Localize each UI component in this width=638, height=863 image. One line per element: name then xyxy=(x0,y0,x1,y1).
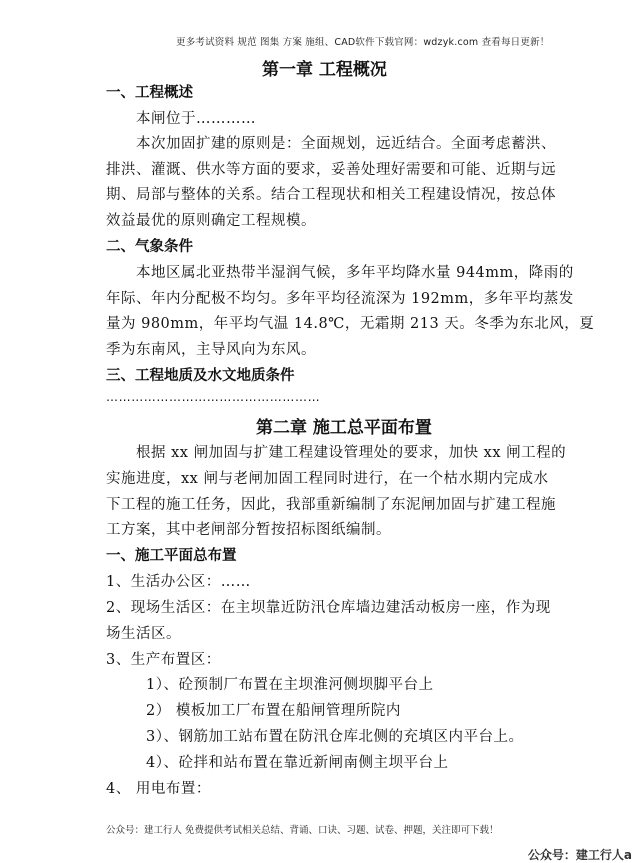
chapter2-subitem-1: 1）、砼预制厂布置在主坝淮河侧坝脚平台上 xyxy=(146,677,434,693)
chapter2-item-2-line-1: 2、现场生活区：在主坝靠近防汛仓库墙边建活动板房一座，作为现 xyxy=(106,600,551,616)
chapter2-title: 第二章 施工总平面布置 xyxy=(256,418,432,438)
chapter2-item-2-line-2: 场生活区。 xyxy=(106,626,181,642)
chapter2-item-1: 1、生活办公区：…… xyxy=(106,574,251,590)
footer-note: 公众号：建工行人 免费提供考试相关总结、背诵、口诀、习题、试卷、押题，关注即可下载！ xyxy=(106,825,499,836)
chapter2-subitem-4: 4）、砼拌和站布置在靠近新闸南侧主坝平台上 xyxy=(146,755,449,771)
chapter1-ellipsis-line: …………………………………………… xyxy=(106,390,321,404)
chapter2-intro-line-4: 工方案，其中老闸部分暂按招标图纸编制。 xyxy=(106,522,391,538)
chapter1-section3-heading: 三、工程地质及水文地质条件 xyxy=(106,368,295,384)
chapter2-item-4: 4、 用电布置： xyxy=(106,781,211,797)
chapter1-principle-line-4: 效益最优的原则确定工程规模。 xyxy=(106,213,316,229)
chapter1-principle-line-3: 期、局部与整体的关系。结合工程现状和相关工程建设情况，按总体 xyxy=(106,187,556,203)
chapter2-subitem-2: 2） 模板加工厂布置在船闸管理所院内 xyxy=(146,703,401,719)
chapter1-principle-line-1: 本次加固扩建的原则是：全面规划，远近结合。全面考虑蓄洪、 xyxy=(136,136,556,152)
chapter1-title: 第一章 工程概况 xyxy=(262,60,387,80)
watermark: 公众号：建工行人a xyxy=(527,848,632,862)
chapter2-section1-heading: 一、施工平面总布置 xyxy=(106,548,237,564)
chapter2-item-3: 3、生产布置区： xyxy=(106,652,221,668)
chapter2-intro-line-1: 根据 xx 闸加固与扩建工程建设管理处的要求，加快 xx 闸工程的 xyxy=(136,445,567,461)
chapter2-subitem-3: 3）、钢筋加工站布置在防汛仓库北侧的充填区内平台上。 xyxy=(146,729,524,745)
chapter1-climate-line-4: 季为东南风，主导风向为东风。 xyxy=(106,342,316,358)
chapter1-climate-line-2: 年际、年内分配极不均匀。多年平均径流深为 192mm，多年平均蒸发 xyxy=(106,291,574,307)
chapter1-climate-line-1: 本地区属北亚热带半湿润气候，多年平均降水量 944mm，降雨的 xyxy=(136,265,574,281)
chapter1-climate-line-3: 量为 980mm，年平均气温 14.8℃，无霜期 213 天。冬季为东北风，夏 xyxy=(106,316,595,332)
chapter1-section2-heading: 二、气象条件 xyxy=(106,239,193,255)
chapter1-section1-heading: 一、工程概述 xyxy=(106,85,193,101)
header-note: 更多考试资料 规范 图集 方案 施组、CAD软件下载官网：wdzyk.com 查看每日更新！ xyxy=(176,37,550,48)
chapter2-intro-line-2: 实施进度，xx 闸与老闸加固工程同时进行，在一个枯水期内完成水 xyxy=(106,471,549,487)
chapter1-principle-line-2: 排洪、灌溉、供水等方面的要求，妥善处理好需要和可能、近期与远 xyxy=(106,162,556,178)
chapter2-intro-line-3: 下工程的施工任务，因此，我部重新编制了东泥闸加固与扩建工程施 xyxy=(106,497,556,513)
chapter1-section1-location: 本闸位于………… xyxy=(136,111,256,127)
